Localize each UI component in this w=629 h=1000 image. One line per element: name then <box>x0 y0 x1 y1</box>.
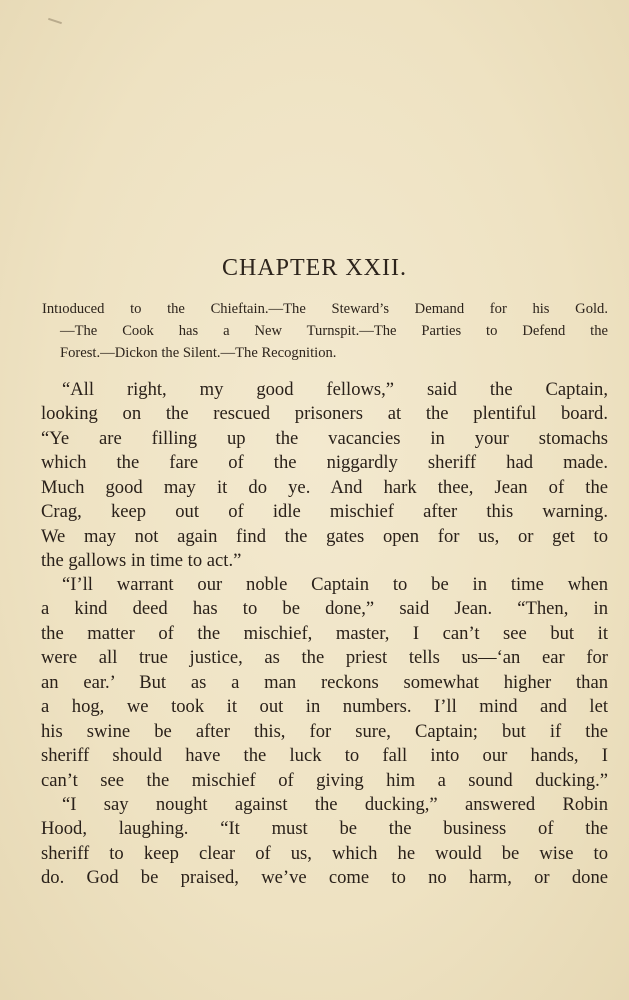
body-text-line: sheriff to keep clear of us, which he would be wise to <box>41 843 608 864</box>
body-text-line: were all true justice, as the priest tells us—‘an ear for <box>41 647 608 668</box>
body-text-line: his swine be after this, for sure, Captain; but if the <box>41 721 608 742</box>
body-text-line: “All right, my good fellows,” said the Captain, <box>62 379 608 400</box>
page-edge-mark <box>48 18 62 24</box>
body-text-line: Crag, keep out of idle mischief after this warning. <box>41 501 608 522</box>
body-text-line: a kind deed has to be done,” said Jean. “Then, in <box>41 598 608 619</box>
chapter-synopsis-line: Intıoduced to the Chieftain.—The Steward’s Demand for his Gold. <box>42 301 608 317</box>
body-text-line: “I say nought against the ducking,” answered Robin <box>62 794 608 815</box>
body-text-line: the gallows in time to act.” <box>41 550 242 571</box>
body-text-line: which the fare of the niggardly sheriff had made. <box>41 452 608 473</box>
body-text-line: a hog, we took it out in numbers. I’ll mind and let <box>41 696 608 717</box>
body-text-line: the matter of the mischief, master, I can’t see but it <box>41 623 608 644</box>
body-text-line: do. God be praised, we’ve come to no harm, or done <box>41 867 608 888</box>
body-text-line: “Ye are filling up the vacancies in your stomachs <box>41 428 608 449</box>
chapter-title: CHAPTER XXII. <box>222 255 407 281</box>
body-text-line: Much good may it do ye. And hark thee, Jean of the <box>41 477 608 498</box>
chapter-synopsis-line: —The Cook has a New Turnspit.—The Parties to Defend the <box>60 323 608 339</box>
body-text-line: looking on the rescued prisoners at the plentiful board. <box>41 403 608 424</box>
chapter-synopsis-line: Forest.—Dickon the Silent.—The Recognition. <box>60 345 337 361</box>
body-text-line: “I’ll warrant our noble Captain to be in time when <box>62 574 608 595</box>
body-text-line: can’t see the mischief of giving him a sound ducking.” <box>41 770 608 791</box>
body-text-line: sheriff should have the luck to fall into our hands, I <box>41 745 608 766</box>
body-text-line: an ear.’ But as a man reckons somewhat higher than <box>41 672 608 693</box>
body-text-line: Hood, laughing. “It must be the business of the <box>41 818 608 839</box>
body-text-line: We may not again find the gates open for us, or get to <box>41 526 608 547</box>
